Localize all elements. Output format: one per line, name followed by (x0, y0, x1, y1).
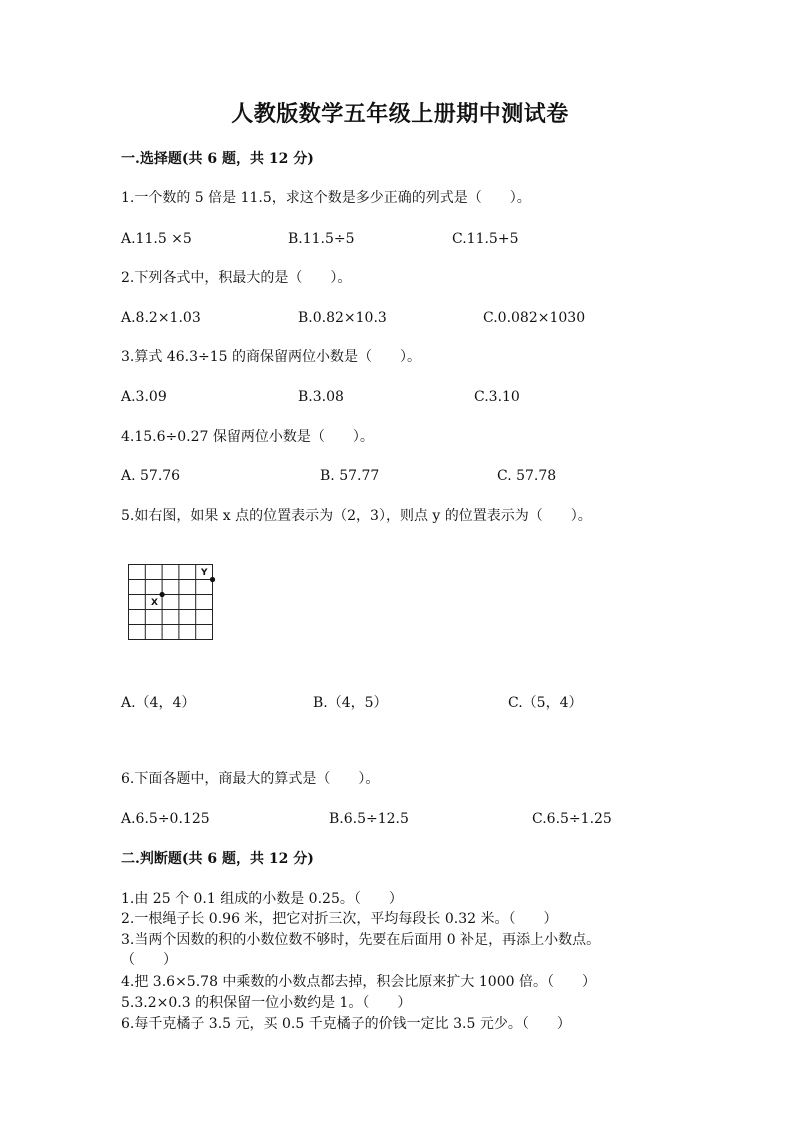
point-x-marker (160, 592, 165, 597)
question-4-stem: 4.15.6÷0.27 保留两位小数是（ ）。 (121, 429, 374, 445)
coordinate-grid-figure (124, 560, 216, 644)
question-5-option-b: B.（4，5） (313, 695, 388, 711)
question-2-option-b: B.0.82×10.3 (298, 310, 387, 326)
page-title: 人教版数学五年级上册期中测试卷 (231, 101, 569, 127)
judgement-line: 4.把 3.6×5.78 中乘数的小数点都去掉，积会比原来扩大 1000 倍。（ ） (121, 974, 596, 990)
section-heading-judgement: 二.判断题(共 6 题，共 12 分) (121, 851, 314, 867)
question-5-stem: 5.如右图，如果 x 点的位置表示为（2，3），则点 y 的位置表示为（ ）。 (121, 508, 592, 524)
question-6-option-a: A.6.5÷0.125 (121, 811, 210, 827)
point-y-marker (210, 577, 215, 582)
question-3-option-c: C.3.10 (474, 389, 520, 405)
judgement-line: 5.3.2×0.3 的积保留一位小数约是 1。（ ） (121, 995, 412, 1011)
judgement-line: 1.由 25 个 0.1 组成的小数是 0.25。（ ） (121, 891, 403, 907)
point-x-label: X (151, 598, 158, 608)
question-2-stem: 2.下列各式中，积最大的是（ ）。 (121, 270, 352, 286)
judgement-line: 3.当两个因数的积的小数位数不够时，先要在后面用 0 补足，再添上小数点。 (121, 932, 601, 948)
question-6-option-c: C.6.5÷1.25 (532, 811, 612, 827)
judgement-line: （ ） (121, 952, 177, 968)
question-4-option-a: A. 57.76 (121, 468, 181, 484)
question-6-option-b: B.6.5÷12.5 (329, 811, 409, 827)
judgement-line: 2.一根绳子长 0.96 米，把它对折三次，平均每段长 0.32 米。（ ） (121, 911, 558, 927)
point-y-label: Y (201, 568, 208, 578)
question-3-option-a: A.3.09 (121, 389, 167, 405)
question-4-option-c: C. 57.78 (497, 468, 557, 484)
question-6-stem: 6.下面各题中，商最大的算式是（ ）。 (121, 771, 380, 787)
question-1-stem: 1.一个数的 5 倍是 11.5，求这个数是多少正确的列式是（ ）。 (121, 190, 531, 206)
question-1-option-c: C.11.5+5 (452, 231, 519, 247)
question-5-option-a: A.（4，4） (121, 695, 196, 711)
question-2-option-a: A.8.2×1.03 (121, 310, 201, 326)
question-2-option-c: C.0.082×1030 (483, 310, 586, 326)
question-3-option-b: B.3.08 (298, 389, 344, 405)
question-5-option-c: C.（5，4） (508, 695, 583, 711)
question-4-option-b: B. 57.77 (320, 468, 380, 484)
question-1-option-b: B.11.5÷5 (288, 231, 355, 247)
section-heading-choice: 一.选择题(共 6 题，共 12 分) (121, 151, 314, 167)
question-1-option-a: A.11.5 ×5 (121, 231, 192, 247)
question-3-stem: 3.算式 46.3÷15 的商保留两位小数是（ ）。 (121, 349, 421, 365)
judgement-line: 6.每千克橘子 3.5 元，买 0.5 千克橘子的价钱一定比 3.5 元少。（ ） (121, 1016, 571, 1032)
